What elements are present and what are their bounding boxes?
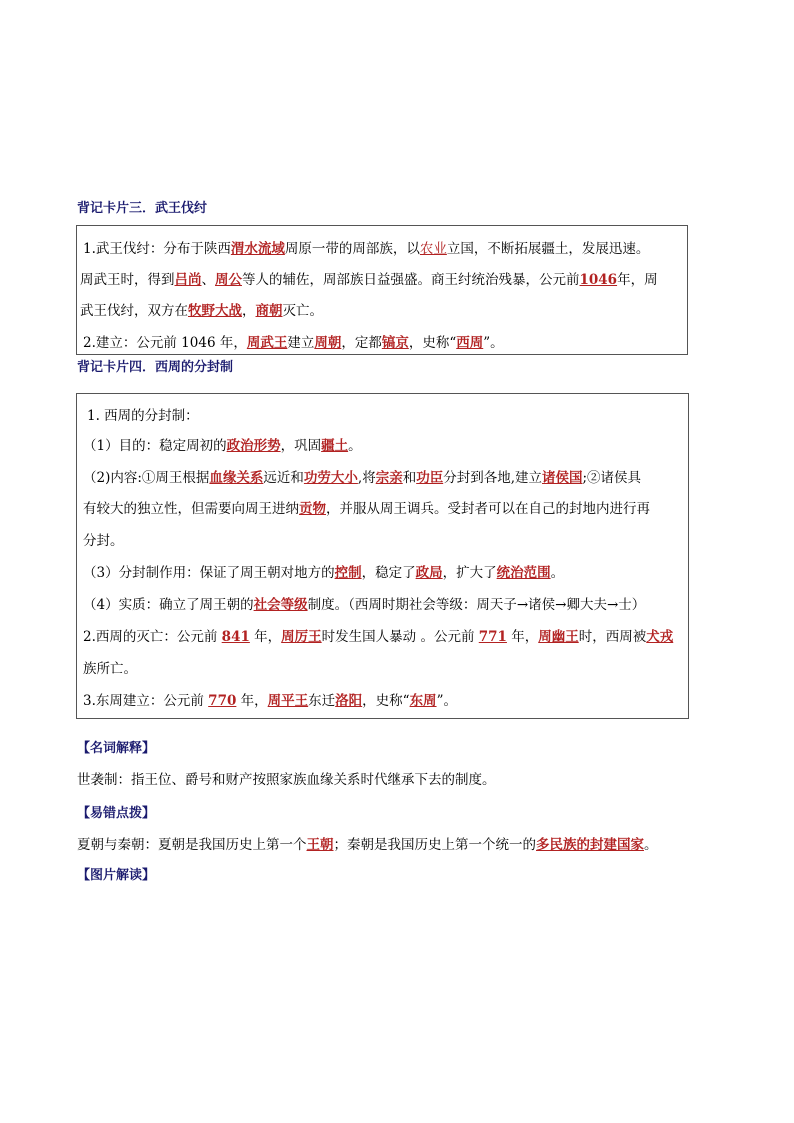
text: 年，周 (617, 272, 658, 288)
keyword: 吕尚 (174, 272, 202, 288)
card3-line-2 (80, 270, 658, 290)
keyword: 周幽王 (538, 629, 579, 645)
text: 建立 (287, 335, 315, 351)
keyword: 功臣 (416, 470, 444, 486)
card3-line-4 (83, 333, 504, 353)
text: ;②诸侯具 (582, 470, 642, 486)
text: ，定都 (341, 335, 382, 351)
card4-line-1: 1. 西周的分封制： (87, 408, 199, 424)
keyword: 控制 (334, 565, 362, 581)
text: 周武王时，得到 (80, 272, 175, 288)
text: 制度。（西周时期社会等级：周天子→诸侯→卿大夫→士） (307, 597, 646, 613)
text: ，扩大了 (442, 565, 497, 581)
text: 、 (201, 272, 215, 288)
keyword: 贡物 (299, 501, 326, 517)
keyword: 诸侯国 (542, 470, 583, 486)
text: ， (242, 303, 256, 319)
card4-line-2 (83, 436, 362, 456)
text: ；秦朝是我国历史上第一个统一的 (333, 837, 536, 853)
text: ”。 (483, 335, 504, 351)
keyword: 周朝 (314, 335, 342, 351)
text: 武王伐纣，双方在 (80, 303, 188, 319)
text: ，史称“ (408, 335, 457, 351)
card4-line-8 (83, 627, 673, 647)
keyword: 社会等级 (253, 597, 308, 613)
text: 。 (644, 837, 658, 853)
term-heading: 【名词解释】 (77, 741, 156, 756)
keyword: 周武王 (246, 335, 288, 351)
keyword: 渭水流域 (230, 241, 285, 257)
text: ，稳定了 (361, 565, 416, 581)
text: ”。 (436, 693, 457, 709)
text: ,将 (357, 470, 376, 486)
keyword: 周平王 (267, 693, 309, 709)
text: 时，西周被 (578, 629, 647, 645)
keyword: 镐京 (381, 335, 409, 351)
card4-line-10 (83, 691, 457, 711)
keyword: 牧野大战 (188, 303, 242, 319)
text: 年， (506, 629, 539, 645)
text: 灭亡。 (282, 303, 323, 319)
keyword: 血缘关系 (209, 470, 264, 486)
keyword: 多民族的封建国家 (536, 837, 644, 853)
keyword: 西周 (456, 335, 484, 351)
keyword: 农业 (419, 241, 447, 257)
text: ，史称“ (362, 693, 410, 709)
term-text: 世袭制：指王位、爵号和财产按照家族血缘关系时代继承下去的制度。 (77, 772, 496, 788)
text: （1）目的：稳定周初的 (83, 438, 227, 454)
keyword: 洛阳 (335, 693, 363, 709)
text: 1.武王伐纣：分布于陕西 (83, 241, 231, 257)
card4-line-5: 分封。 (83, 533, 124, 549)
keyword: 东周 (409, 693, 437, 709)
keyword: 疆土 (321, 438, 349, 454)
text: 夏朝与秦朝：夏朝是我国历史上第一个 (77, 837, 307, 853)
keyword: 771 (478, 629, 507, 645)
keyword: 周公 (215, 272, 242, 288)
keyword: 1046 (579, 272, 618, 288)
text: 年， (249, 629, 282, 645)
card3-line-1 (83, 239, 649, 259)
text: （2)内容:①周王根据 (83, 470, 210, 486)
keyword: 政局 (415, 565, 443, 581)
text: ，巩固 (280, 438, 322, 454)
text: ，并服从周王调兵。受封者可以在自己的封地内进行再 (326, 501, 650, 517)
card3-heading: 背记卡片三．武王伐纣 (77, 201, 208, 216)
text: 2.建立：公元前 1046 年， (83, 335, 247, 351)
card4-heading: 背记卡片四．西周的分封制 (77, 360, 234, 375)
text: 时发生国人暴动 。公元前 (321, 629, 479, 645)
keyword: 统治范围 (496, 565, 551, 581)
text: 周原一带的周部族，以 (284, 241, 420, 257)
card4-line-3 (83, 468, 641, 488)
card4-line-4 (83, 499, 650, 519)
keyword: 宗亲 (375, 470, 403, 486)
keyword: 犬戎 (646, 629, 674, 645)
text: 等人的辅佐，周部族日益强盛。商王纣统治残暴，公元前 (242, 272, 580, 288)
keyword: 政治形势 (226, 438, 281, 454)
picture-heading: 【图片解读】 (77, 868, 156, 883)
text: 远近和 (263, 470, 304, 486)
text: 3.东周建立：公元前 (83, 693, 209, 709)
mistake-text (77, 833, 658, 853)
card4-line-6 (83, 563, 564, 583)
text: （3）分封制作用：保证了周王朝对地方的 (83, 565, 335, 581)
keyword: 王朝 (306, 837, 334, 853)
text: 。 (348, 438, 362, 454)
text: 2.西周的灭亡：公元前 (83, 629, 222, 645)
keyword: 841 (221, 629, 250, 645)
mistake-heading: 【易错点拨】 (77, 806, 156, 821)
card3-line-3 (80, 301, 323, 321)
text: 。 (550, 565, 565, 581)
keyword: 功劳大小 (303, 470, 358, 486)
text: 立国，不断拓展疆土，发展迅速。 (446, 241, 650, 257)
keyword: 770 (208, 693, 237, 709)
text: （4）实质：确立了周王朝的 (83, 597, 254, 613)
keyword: 商朝 (255, 303, 283, 319)
text: 有较大的独立性，但需要向周王进纳 (83, 501, 299, 517)
card4-line-7 (83, 595, 645, 615)
text: 分封到各地,建立 (443, 470, 542, 486)
keyword: 周厉王 (281, 629, 322, 645)
card4-line-9: 族所亡。 (83, 661, 137, 677)
text: 年， (236, 693, 268, 709)
text: 和 (402, 470, 417, 486)
text: 东迁 (308, 693, 336, 709)
